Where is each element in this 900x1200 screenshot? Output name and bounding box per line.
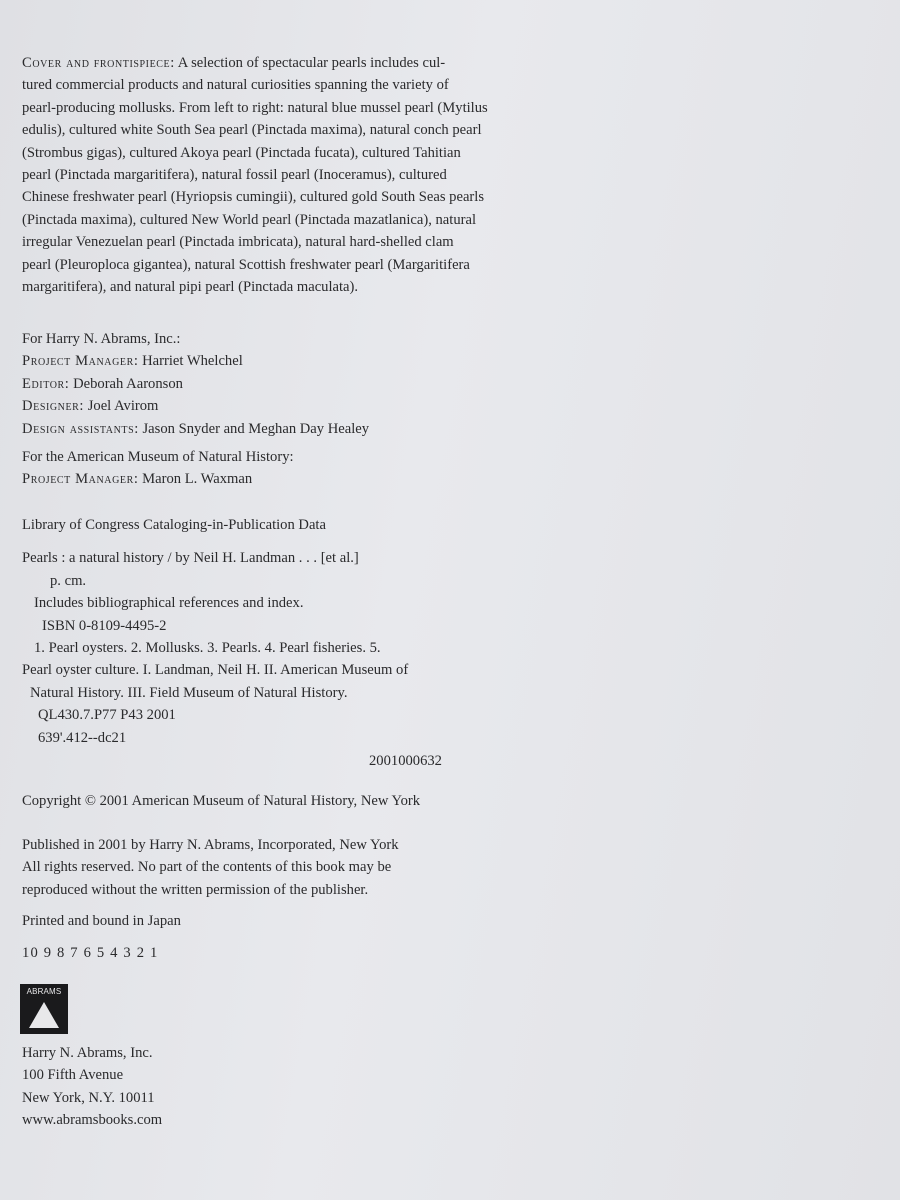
caption-line: irregular Venezuelan pearl (Pinctada imbricata), natural hard-shelled clam	[22, 234, 454, 251]
published-line: Published in 2001 by Harry N. Abrams, Incorporated, New York	[22, 837, 399, 853]
caption-lead: Cover and frontispiece:	[22, 55, 175, 71]
project-manager-name: Harriet Whelchel	[138, 353, 243, 370]
printed-line: Printed and bound in Japan	[22, 913, 181, 929]
cip-subjects: 1. Pearl oysters. 2. Mollusks. 3. Pearls. 4. Pearl fisheries. 5.	[34, 640, 381, 657]
project-manager-label: Project Manager:	[22, 471, 139, 488]
published-line: reproduced without the written permission of the publisher.	[22, 881, 369, 898]
cip-isbn: ISBN 0-8109-4495-2	[42, 617, 167, 634]
credits-abrams	[22, 328, 542, 440]
editor-label: Editor:	[22, 375, 70, 392]
caption-line: tured commercial products and natural curiosities spanning the variety of	[22, 77, 449, 94]
project-manager-label: Project Manager:	[22, 353, 139, 370]
cip-title: Pearls : a natural history / by Neil H. Landman . . . [et al.]	[22, 550, 359, 567]
cip-dewey: 639'.412--dc21	[38, 729, 127, 746]
caption-line: Chinese freshwater pearl (Hyriopsis cumingii), cultured gold South Seas pearls	[22, 189, 485, 206]
caption-line: A selection of spectacular pearls includes cul-	[174, 55, 446, 71]
printing-numbers: 10 9 8 7 6 5 4 3 2 1	[22, 945, 159, 961]
caption-line: edulis), cultured white South Sea pearl (Pinctada maxima), natural conch pearl	[22, 122, 482, 139]
credits-intro: For Harry N. Abrams, Inc.:	[22, 331, 181, 347]
caption-line: (Strombus gigas), cultured Akoya pearl (Pinctada fucata), cultured Tahitian	[22, 144, 461, 161]
abrams-logo-text: ABRAMS	[26, 987, 62, 996]
cip-lc-call: QL430.7.P77 P43 2001	[38, 707, 176, 724]
cip-block	[22, 514, 542, 769]
triangle-icon	[29, 1002, 59, 1028]
caption-line: pearl (Pinctada margaritifera), natural fossil pearl (Inoceramus), cultured	[22, 167, 447, 184]
cip-subjects: Natural History. III. Field Museum of Natural History.	[30, 684, 348, 701]
address-line: 100 Fifth Avenue	[22, 1067, 124, 1084]
editor-name: Deborah Aaronson	[69, 375, 183, 392]
designer-label: Designer:	[22, 398, 85, 415]
cip-includes: Includes bibliographical references and index.	[34, 595, 304, 612]
design-assistants-label: Design assistants:	[22, 420, 139, 437]
designer-name: Joel Avirom	[84, 398, 159, 415]
cip-heading: Library of Congress Cataloging-in-Publication Data	[22, 517, 326, 533]
caption-line: pearl-producing mollusks. From left to right: natural blue mussel pearl (Mytilus	[22, 99, 488, 116]
address-website: www.abramsbooks.com	[22, 1112, 163, 1129]
published-block	[22, 834, 542, 901]
abrams-logo-icon	[20, 984, 68, 1034]
cip-pages: p. cm.	[50, 572, 87, 589]
cip-subjects: Pearl oyster culture. I. Landman, Neil H. II. American Museum of	[22, 662, 409, 679]
design-assistants-names: Jason Snyder and Meghan Day Healey	[138, 420, 370, 437]
cover-caption	[22, 52, 532, 298]
published-line: All rights reserved. No part of the contents of this book may be	[22, 859, 392, 876]
cip-number: 2001000632	[369, 753, 442, 769]
credits-amnh	[22, 446, 542, 491]
project-manager-name: Maron L. Waxman	[138, 471, 253, 488]
address-line: New York, N.Y. 10011	[22, 1089, 155, 1106]
publisher-address	[22, 1042, 542, 1132]
address-line: Harry N. Abrams, Inc.	[22, 1045, 153, 1061]
caption-line: (Pinctada maxima), cultured New World pearl (Pinctada mazatlanica), natural	[22, 211, 477, 228]
copyright-line: Copyright © 2001 American Museum of Natural History, New York	[22, 793, 421, 809]
credits-intro: For the American Museum of Natural History:	[22, 449, 294, 465]
caption-line: pearl (Pleuroploca gigantea), natural Scottish freshwater pearl (Margaritifera	[22, 256, 470, 273]
caption-line: margaritifera), and natural pipi pearl (Pinctada maculata).	[22, 279, 359, 296]
